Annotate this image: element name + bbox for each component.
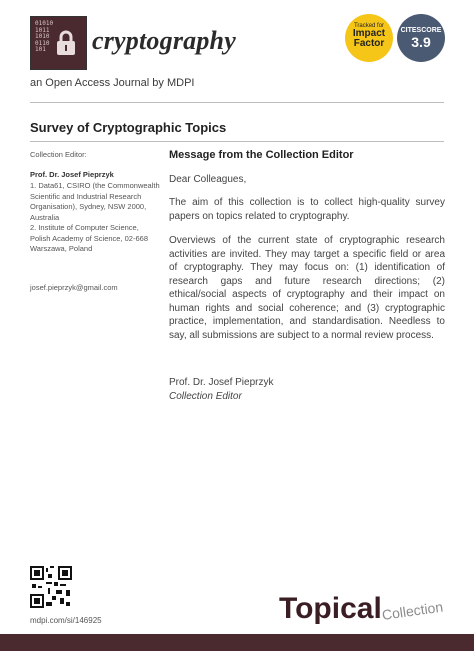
impact-top-label: Tracked for — [353, 23, 385, 29]
editor-affiliations: 1. Data61, CSIRO (the Commonwealth Scientific and Industrial Research Organisation), Sydney, NSW 2000, Australia 2. Institute of Computer Science, Polish Academy of Science, 02-668 Warszawa, Poland — [30, 181, 160, 253]
citescore-label: CITESCORE — [400, 27, 442, 34]
title-divider — [30, 141, 444, 142]
signature-name: Prof. Dr. Josef Pieprzyk — [169, 377, 274, 388]
topical-wordmark: Topical — [279, 592, 382, 625]
editor-name: Prof. Dr. Josef Pieprzyk — [30, 170, 114, 179]
topical-collection-label: Collection — [380, 598, 444, 623]
editor-heading: Collection Editor: — [30, 150, 87, 159]
citescore-value: 3.9 — [411, 34, 431, 50]
message-paragraph-2: Overviews of the current state of cryptographic research activities are invited. They may target a specific field or area of cryptography. They may focus on: (1) identification of research gaps and future research directions; (2) ethical/social aspects of cryptography and their impact on human rights and social coherence; and (3) cryptographic practice, implementation, and standardisation. Needless to say, all submissions are subject to a normal review process. — [169, 235, 445, 341]
message-title: Message from the Collection Editor — [169, 149, 354, 161]
message-paragraph-1: The aim of this collection is to collect high-quality survey papers on topics related to cryptography. — [169, 197, 445, 222]
editor-email-link[interactable]: josef.pieprzyk@gmail.com — [30, 283, 118, 292]
impact-line1: Impact — [352, 28, 386, 39]
qr-code-icon[interactable] — [30, 566, 72, 608]
journal-name: cryptography — [92, 26, 236, 55]
journal-subtitle: an Open Access Journal by MDPI — [30, 77, 195, 89]
citescore-badge[interactable] — [397, 14, 445, 62]
collection-title: Survey of Cryptographic Topics — [30, 120, 227, 135]
collection-url-link[interactable]: mdpi.com/si/146925 — [30, 616, 102, 625]
message-greeting: Dear Colleagues, — [169, 174, 247, 185]
lock-icon — [55, 29, 77, 57]
impact-line2: Factor — [353, 38, 385, 49]
header-divider — [30, 102, 444, 103]
journal-logo — [30, 16, 87, 70]
signature-role: Collection Editor — [169, 391, 242, 402]
impact-factor-badge[interactable] — [345, 14, 393, 62]
footer-bar — [0, 634, 474, 651]
logo-binary-text: 01010 1011 1010 0110 101 — [35, 20, 54, 53]
